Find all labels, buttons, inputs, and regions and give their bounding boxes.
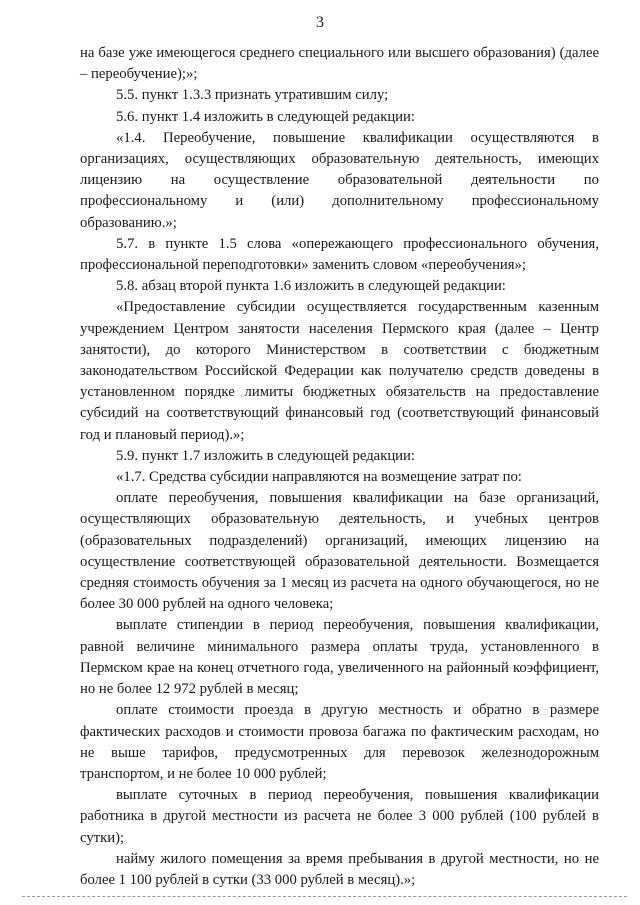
paragraph-travel-costs: оплате стоимости проезда в другую местность и обратно в размере фактических расходов и стоимости провоза багажа по фактическим расходам, но не выше тарифов, предусмотренных для перевозок железнодорожным транспортом, и не более 10 000 рублей;: [80, 702, 599, 782]
paragraph-continuation: на базе уже имеющегося среднего специального или высшего образования) (далее – переобучение);»;: [80, 45, 599, 83]
page-number: 3: [316, 14, 324, 31]
paragraph-item-5-5: 5.5. пункт 1.3.3 признать утратившим силу;: [116, 87, 389, 104]
paragraph-item-5-7: 5.7. в пункте 1.5 слова «опережающего профессионального обучения, профессиональной переподготовки» заменить словом «переобучения»;: [80, 235, 599, 274]
paragraph-clause-1-4: «1.4. Переобучение, повышение квалификации осуществляются в организациях, осуществляющих образовательную деятельность, имеющих лицензию на осуществление образовательной деятельности по профессиональному и (или) дополнительному профессиональному образованию.»;: [80, 129, 599, 231]
paragraph-clause-1-7: «1.7. Средства субсидии направляются на возмещение затрат по:: [116, 469, 522, 486]
paragraph-item-5-9: 5.9. пункт 1.7 изложить в следующей редакции:: [116, 447, 415, 464]
paragraph-item-5-6: 5.6. пункт 1.4 изложить в следующей редакции:: [116, 108, 415, 125]
page-bottom-edge: [22, 896, 627, 897]
paragraph-daily-allowance: выплате суточных в период переобучения, повышения квалификации работника в другой местности из расчета не более 3 000 рублей (100 рублей в сутки);: [80, 787, 599, 846]
paragraph-item-5-8: 5.8. абзац второй пункта 1.6 изложить в следующей редакции:: [116, 278, 506, 295]
paragraph-clause-1-6: «Предоставление субсидии осуществляется государственным казенным учреждением Центром занятости населения Пермского края (далее – Центр занятости), до которого Министерством в соответствии с бюджетным законодательством Российской Федерации как получателю средств доведены в установленном порядке лимиты бюджетных обязательств на предоставление субсидий на соответствующий финансовый год (соответствующий финансовый год и плановый период).»;: [80, 299, 599, 443]
paragraph-housing: найму жилого помещения за время пребывания в другой местности, но не более 1 100 рублей в сутки (33 000 рублей в месяц).»;: [80, 850, 599, 888]
document-body: [80, 43, 599, 891]
paragraph-training-costs: оплате переобучения, повышения квалификации на базе организаций, осуществляющих образовательную деятельность, и учебных центров (образовательных подразделений) организаций, имеющих лицензию на осуществление соответствующей образовательной деятельности. Возмещается средняя стоимость обучения за 1 месяц из расчета на одного обучающегося, но не более 30 000 рублей на одного человека;: [80, 490, 599, 613]
paragraph-stipend: выплате стипендии в период переобучения, повышения квалификации, равной величине минимального размера оплаты труда, установленного в Пермском крае на конец отчетного года, увеличенного на районный коэффициент, но не более 12 972 рублей в месяц;: [80, 617, 599, 698]
